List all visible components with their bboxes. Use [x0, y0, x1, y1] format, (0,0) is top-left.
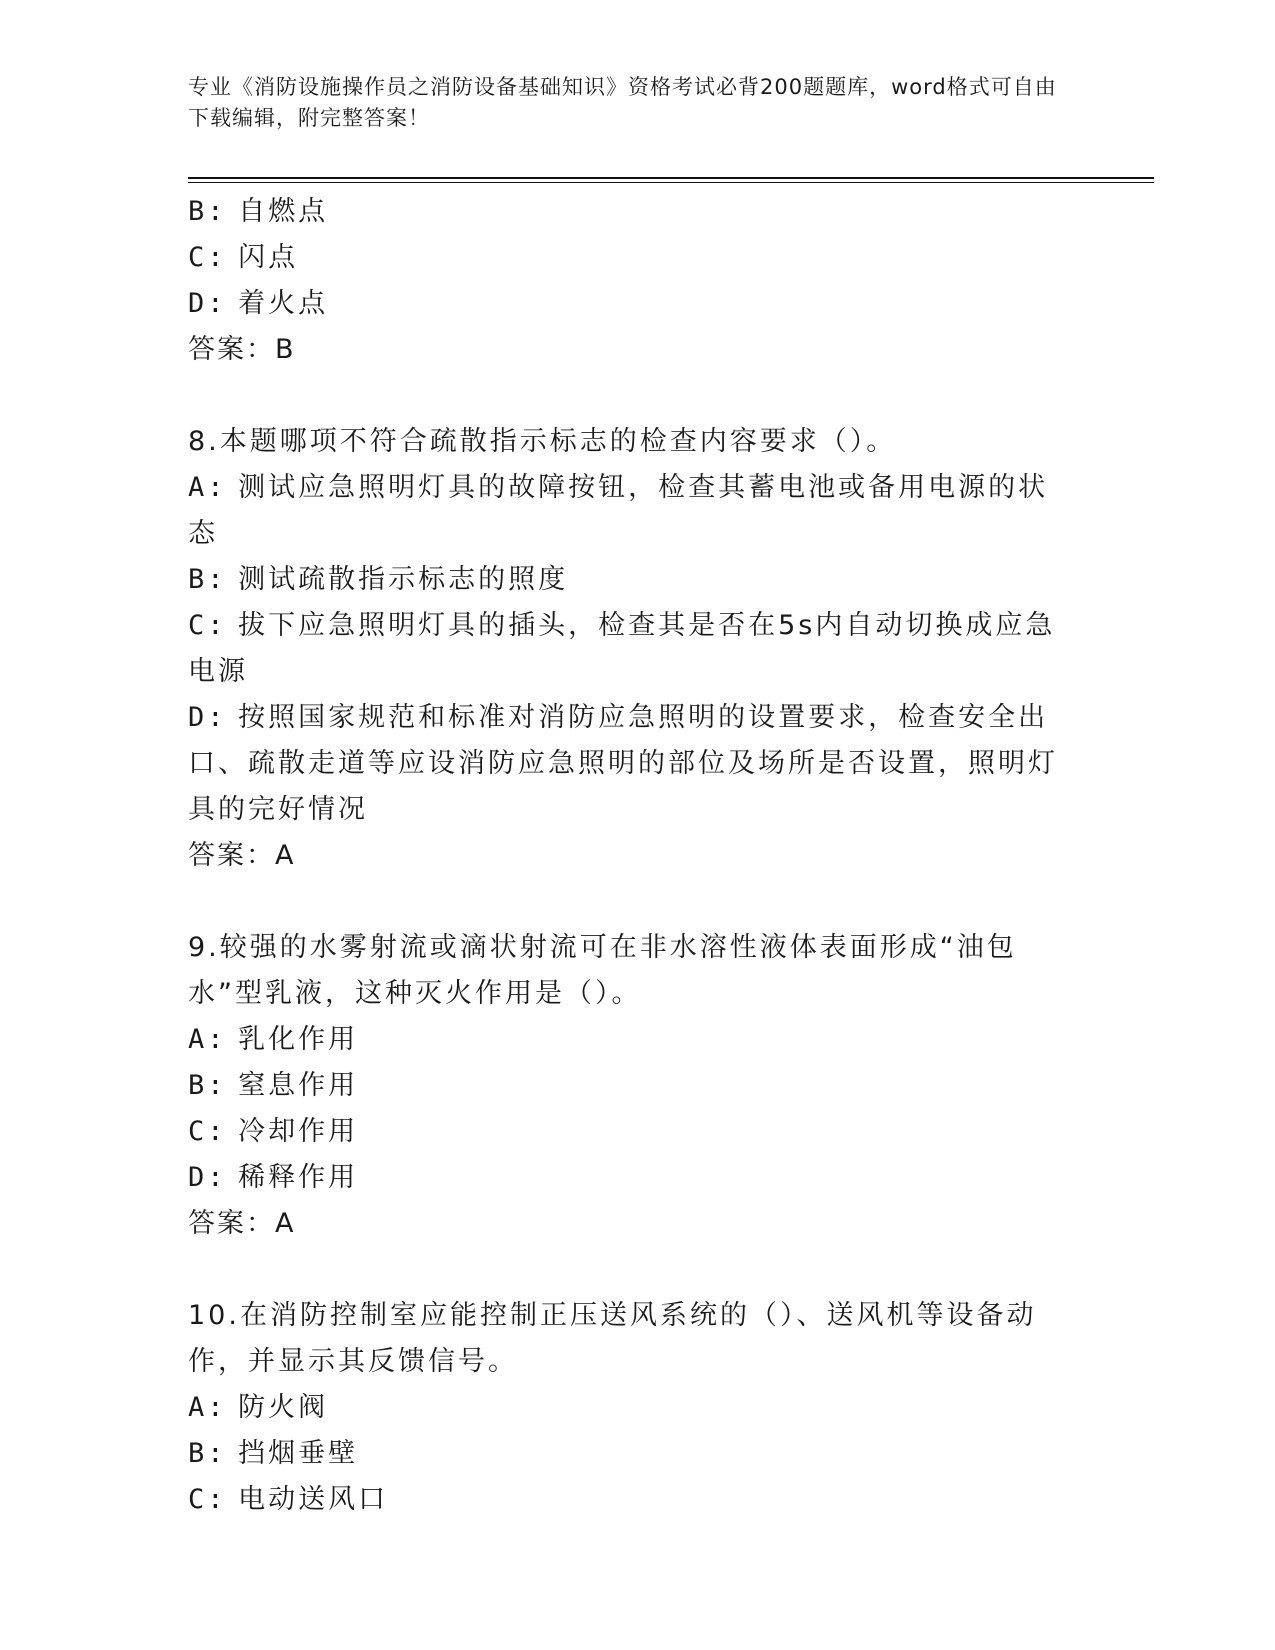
option-d: D: 按照国家规范和标准对消防应急照明的设置要求，检查安全出口、疏散走道等应设消防应急照明的部位及场所是否设置，照明灯具的完好情况	[188, 702, 1058, 825]
answer-line: 答案：A	[188, 840, 296, 871]
option-b: B: 测试疏散指示标志的照度	[188, 564, 569, 595]
answer-line: 答案：B	[188, 334, 296, 365]
header-divider-thin	[188, 182, 1154, 183]
option-c: C: 电动送风口	[188, 1484, 389, 1515]
option-b: B: 挡烟垂壁	[188, 1438, 359, 1469]
question-stem: 9.较强的水雾射流或滴状射流可在非水溶性液体表面形成“油包水”型乳液，这种灭火作用是（）。	[188, 932, 1017, 1009]
question-stem: 8.本题哪项不符合疏散指示标志的检查内容要求（）。	[188, 426, 897, 457]
question-9	[188, 925, 1068, 1247]
question-10	[188, 1293, 1068, 1523]
option-a: A: 乳化作用	[188, 1024, 359, 1055]
question-stem: 10.在消防控制室应能控制正压送风系统的（）、送风机等设备动作，并显示其反馈信号。	[188, 1300, 1037, 1377]
answer-line: 答案：A	[188, 1208, 296, 1239]
question-8	[188, 419, 1068, 879]
option-a: A: 测试应急照明灯具的故障按钮，检查其蓄电池或备用电源的状态	[188, 472, 1049, 549]
option-a: A: 防火阀	[188, 1392, 329, 1423]
option-d: D: 稀释作用	[188, 1162, 359, 1193]
option-c: C: 拔下应急照明灯具的插头，检查其是否在5s内自动切换成应急电源	[188, 610, 1056, 687]
spacer	[188, 879, 1068, 925]
spacer	[188, 373, 1068, 419]
spacer	[188, 1247, 1068, 1293]
header-divider	[188, 177, 1154, 179]
option-b: B: 自燃点	[188, 196, 329, 227]
option-b: B: 窒息作用	[188, 1070, 359, 1101]
option-d: D: 着火点	[188, 288, 329, 319]
option-c: C: 闪点	[188, 242, 299, 273]
option-c: C: 冷却作用	[188, 1116, 359, 1147]
question-fragment	[188, 189, 1068, 373]
question-content	[188, 189, 1068, 1523]
document-header: 专业《消防设施操作员之消防设备基础知识》资格考试必背200题题库，word格式可自由下载编辑，附完整答案！	[188, 75, 1057, 130]
